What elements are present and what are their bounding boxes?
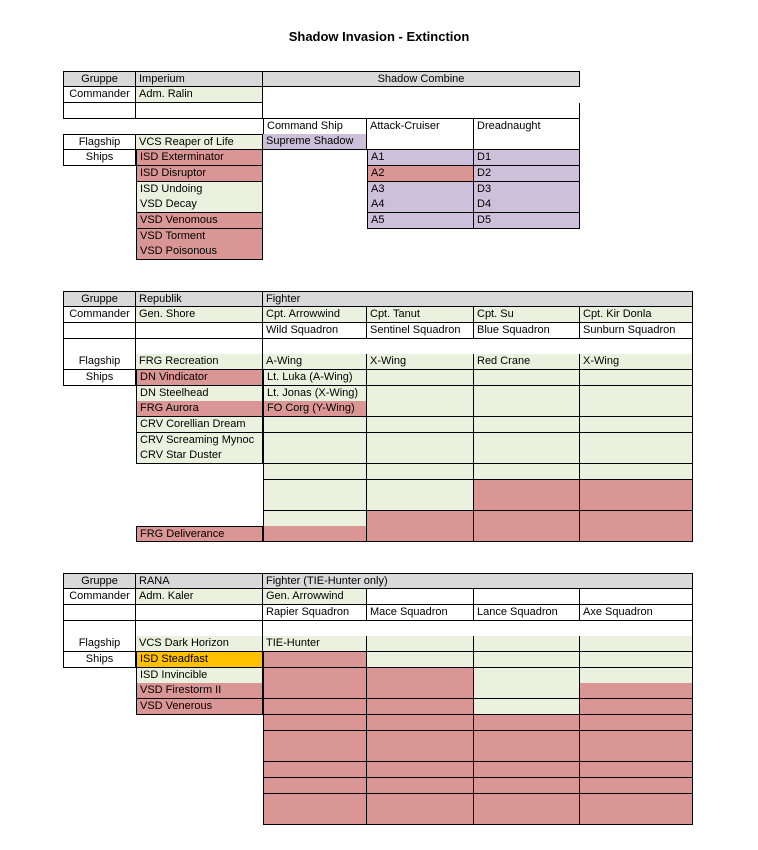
squadron-name: Axe Squadron <box>580 605 693 621</box>
empty-cell <box>580 746 693 762</box>
dreadnaught: D1 <box>474 150 580 166</box>
fighter-craft: X-Wing <box>367 354 474 370</box>
empty-cell <box>367 526 474 542</box>
empty-cell <box>263 339 693 355</box>
ship-row: ISD Invincible <box>136 668 263 684</box>
attack-cruiser: A2 <box>367 166 474 182</box>
attack-cruiser: A4 <box>367 197 474 213</box>
empty-cell <box>367 731 474 747</box>
empty-cell <box>263 495 367 511</box>
empty-cell <box>580 589 693 605</box>
ship-row: VSD Torment <box>136 229 263 245</box>
ship-row: VSD Decay <box>136 197 263 213</box>
empty-cell <box>63 323 136 339</box>
pilot-name: Cpt. Su <box>474 307 580 323</box>
empty-cell <box>580 495 693 511</box>
ships-label: Ships <box>63 370 136 386</box>
empty-cell <box>136 323 263 339</box>
empty-cell <box>263 621 693 637</box>
ship-row: VSD Poisonous <box>136 244 263 260</box>
squadron-name: Sentinel Squadron <box>367 323 474 339</box>
empty-cell <box>474 589 580 605</box>
empty-cell <box>263 103 580 119</box>
empty-cell <box>263 448 367 464</box>
empty-cell <box>367 386 474 402</box>
empty-cell <box>474 636 580 652</box>
empty-cell <box>63 621 136 637</box>
ship-row: VSD Venomous <box>136 213 263 229</box>
gruppe-label: Gruppe <box>63 573 136 589</box>
empty-cell <box>263 731 367 747</box>
squadron-name: Mace Squadron <box>367 605 474 621</box>
empty-cell <box>63 605 136 621</box>
empty-cell <box>367 433 474 449</box>
empty-cell <box>136 339 263 355</box>
empty-cell <box>474 778 580 794</box>
ship-row: DN Steelhead <box>136 386 263 402</box>
ship-row: ISD Steadfast <box>136 652 263 668</box>
fighter-header: Fighter (TIE-Hunter only) <box>263 573 693 589</box>
ship-row: VSD Venerous <box>136 699 263 715</box>
empty-cell <box>474 715 580 731</box>
empty-cell <box>474 526 580 542</box>
empty-cell <box>474 495 580 511</box>
empty-cell <box>367 134 474 150</box>
empty-cell <box>474 386 580 402</box>
wingman: Lt. Luka (A-Wing) <box>263 370 367 386</box>
flagship-label: Flagship <box>63 134 136 150</box>
empty-cell <box>367 746 474 762</box>
commander-label: Commander <box>63 589 136 605</box>
squadron-name: Blue Squadron <box>474 323 580 339</box>
empty-cell <box>474 652 580 668</box>
empty-cell <box>580 809 693 825</box>
attack-cruiser: A1 <box>367 150 474 166</box>
empty-cell <box>263 668 367 684</box>
ship-row: ISD Disruptor <box>136 166 263 182</box>
enemy-column-header: Command Ship <box>263 118 367 135</box>
flagship-label: Flagship <box>63 636 136 652</box>
empty-cell <box>580 652 693 668</box>
empty-cell <box>474 794 580 810</box>
empty-cell <box>580 683 693 699</box>
enemy-command-ship: Supreme Shadow <box>263 134 367 150</box>
empty-cell <box>367 715 474 731</box>
empty-cell <box>474 480 580 496</box>
dreadnaught: D5 <box>474 213 580 229</box>
empty-cell <box>263 809 367 825</box>
squadron-name: Sunburn Squadron <box>580 323 693 339</box>
empty-cell <box>263 762 367 778</box>
ship-row: DN Vindicator <box>136 370 263 386</box>
sheet-title: Shadow Invasion - Extinction <box>288 29 470 44</box>
empty-cell <box>367 699 474 715</box>
ships-label: Ships <box>63 652 136 668</box>
empty-cell <box>367 794 474 810</box>
dreadnaught: D2 <box>474 166 580 182</box>
dreadnaught: D4 <box>474 197 580 213</box>
empty-cell <box>367 636 474 652</box>
empty-cell <box>474 809 580 825</box>
empty-cell <box>474 668 580 684</box>
ship-row: VSD Firestorm II <box>136 683 263 699</box>
empty-cell <box>580 370 693 386</box>
empty-cell <box>474 433 580 449</box>
empty-cell <box>63 339 136 355</box>
ship-row: FRG Aurora <box>136 401 263 417</box>
wingman: Lt. Jonas (X-Wing) <box>263 386 367 402</box>
enemy-column-header: Dreadnaught <box>474 118 580 135</box>
commander-name: Adm. Ralin <box>136 87 263 103</box>
empty-cell <box>580 417 693 433</box>
empty-cell <box>367 417 474 433</box>
empty-cell <box>474 464 580 480</box>
empty-cell <box>474 448 580 464</box>
fighter-commander: Gen. Arrowwind <box>263 589 367 605</box>
squadron-name: Wild Squadron <box>263 323 367 339</box>
enemy-name: Shadow Combine <box>263 71 580 87</box>
ship-row: CRV Corellian Dream <box>136 417 263 433</box>
empty-cell <box>136 621 263 637</box>
commander-label: Commander <box>63 87 136 103</box>
pilot-name: Cpt. Tanut <box>367 307 474 323</box>
attack-cruiser: A3 <box>367 182 474 198</box>
commander-name: Adm. Kaler <box>136 589 263 605</box>
empty-cell <box>263 417 367 433</box>
empty-cell <box>136 605 263 621</box>
empty-cell <box>263 526 367 542</box>
empty-cell <box>136 103 263 119</box>
empty-cell <box>367 480 474 496</box>
empty-cell <box>474 699 580 715</box>
ship-row: CRV Screaming Mynoc <box>136 433 263 449</box>
empty-cell <box>263 794 367 810</box>
empty-cell <box>263 715 367 731</box>
dreadnaught: D3 <box>474 182 580 198</box>
empty-cell <box>474 417 580 433</box>
empty-cell <box>367 809 474 825</box>
pilot-name: Cpt. Arrowwind <box>263 307 367 323</box>
empty-cell <box>474 511 580 527</box>
empty-cell <box>367 652 474 668</box>
ships-label: Ships <box>63 150 136 166</box>
empty-cell <box>580 464 693 480</box>
enemy-column-header: Attack-Cruiser <box>367 118 474 135</box>
empty-cell <box>263 746 367 762</box>
empty-cell <box>474 746 580 762</box>
ship-row: ISD Undoing <box>136 182 263 198</box>
pilot-name: Cpt. Kir Donla <box>580 307 693 323</box>
empty-cell <box>367 495 474 511</box>
empty-cell <box>580 448 693 464</box>
squadron-name: Rapier Squadron <box>263 605 367 621</box>
fighter-craft: Red Crane <box>474 354 580 370</box>
ship-row: FRG Deliverance <box>136 526 263 542</box>
squadron-name: Lance Squadron <box>474 605 580 621</box>
empty-cell <box>474 401 580 417</box>
gruppe-label: Gruppe <box>63 71 136 87</box>
flagship-label: Flagship <box>63 354 136 370</box>
attack-cruiser: A5 <box>367 213 474 229</box>
empty-cell <box>474 683 580 699</box>
empty-cell <box>580 480 693 496</box>
empty-cell <box>474 762 580 778</box>
fighter-header: Fighter <box>263 291 693 307</box>
empty-cell <box>263 480 367 496</box>
empty-cell <box>580 731 693 747</box>
empty-cell <box>367 778 474 794</box>
flagship-name: VCS Reaper of Life <box>136 134 263 150</box>
empty-cell <box>367 511 474 527</box>
empty-cell <box>367 762 474 778</box>
empty-cell <box>580 401 693 417</box>
empty-cell <box>580 526 693 542</box>
empty-cell <box>263 511 367 527</box>
commander-label: Commander <box>63 307 136 323</box>
empty-cell <box>263 683 367 699</box>
empty-cell <box>367 448 474 464</box>
group-name: Republik <box>136 291 263 307</box>
empty-cell <box>474 134 580 150</box>
empty-cell <box>263 652 367 668</box>
flagship-name: VCS Dark Horizon <box>136 636 263 652</box>
fighter-craft: X-Wing <box>580 354 693 370</box>
empty-cell <box>580 386 693 402</box>
empty-cell <box>580 433 693 449</box>
commander-name: Gen. Shore <box>136 307 263 323</box>
group-name: Imperium <box>136 71 263 87</box>
empty-cell <box>580 668 693 684</box>
empty-cell <box>63 103 136 119</box>
empty-cell <box>474 731 580 747</box>
empty-cell <box>580 511 693 527</box>
empty-cell <box>263 699 367 715</box>
empty-cell <box>367 589 474 605</box>
group-name: RANA <box>136 573 263 589</box>
empty-cell <box>367 668 474 684</box>
empty-cell <box>263 433 367 449</box>
empty-cell <box>367 683 474 699</box>
fighter-craft: TIE-Hunter <box>263 636 367 652</box>
gruppe-label: Gruppe <box>63 291 136 307</box>
empty-cell <box>580 762 693 778</box>
empty-cell <box>367 370 474 386</box>
empty-cell <box>367 401 474 417</box>
ship-row: CRV Star Duster <box>136 448 263 464</box>
empty-cell <box>580 794 693 810</box>
ship-row: ISD Exterminator <box>136 150 263 166</box>
wingman: FO Corg (Y-Wing) <box>263 401 367 417</box>
empty-cell <box>263 778 367 794</box>
flagship-name: FRG Recreation <box>136 354 263 370</box>
empty-cell <box>367 464 474 480</box>
fighter-craft: A-Wing <box>263 354 367 370</box>
empty-cell <box>580 715 693 731</box>
empty-cell <box>263 464 367 480</box>
empty-cell <box>580 636 693 652</box>
empty-cell <box>580 699 693 715</box>
empty-cell <box>474 370 580 386</box>
empty-cell <box>580 778 693 794</box>
